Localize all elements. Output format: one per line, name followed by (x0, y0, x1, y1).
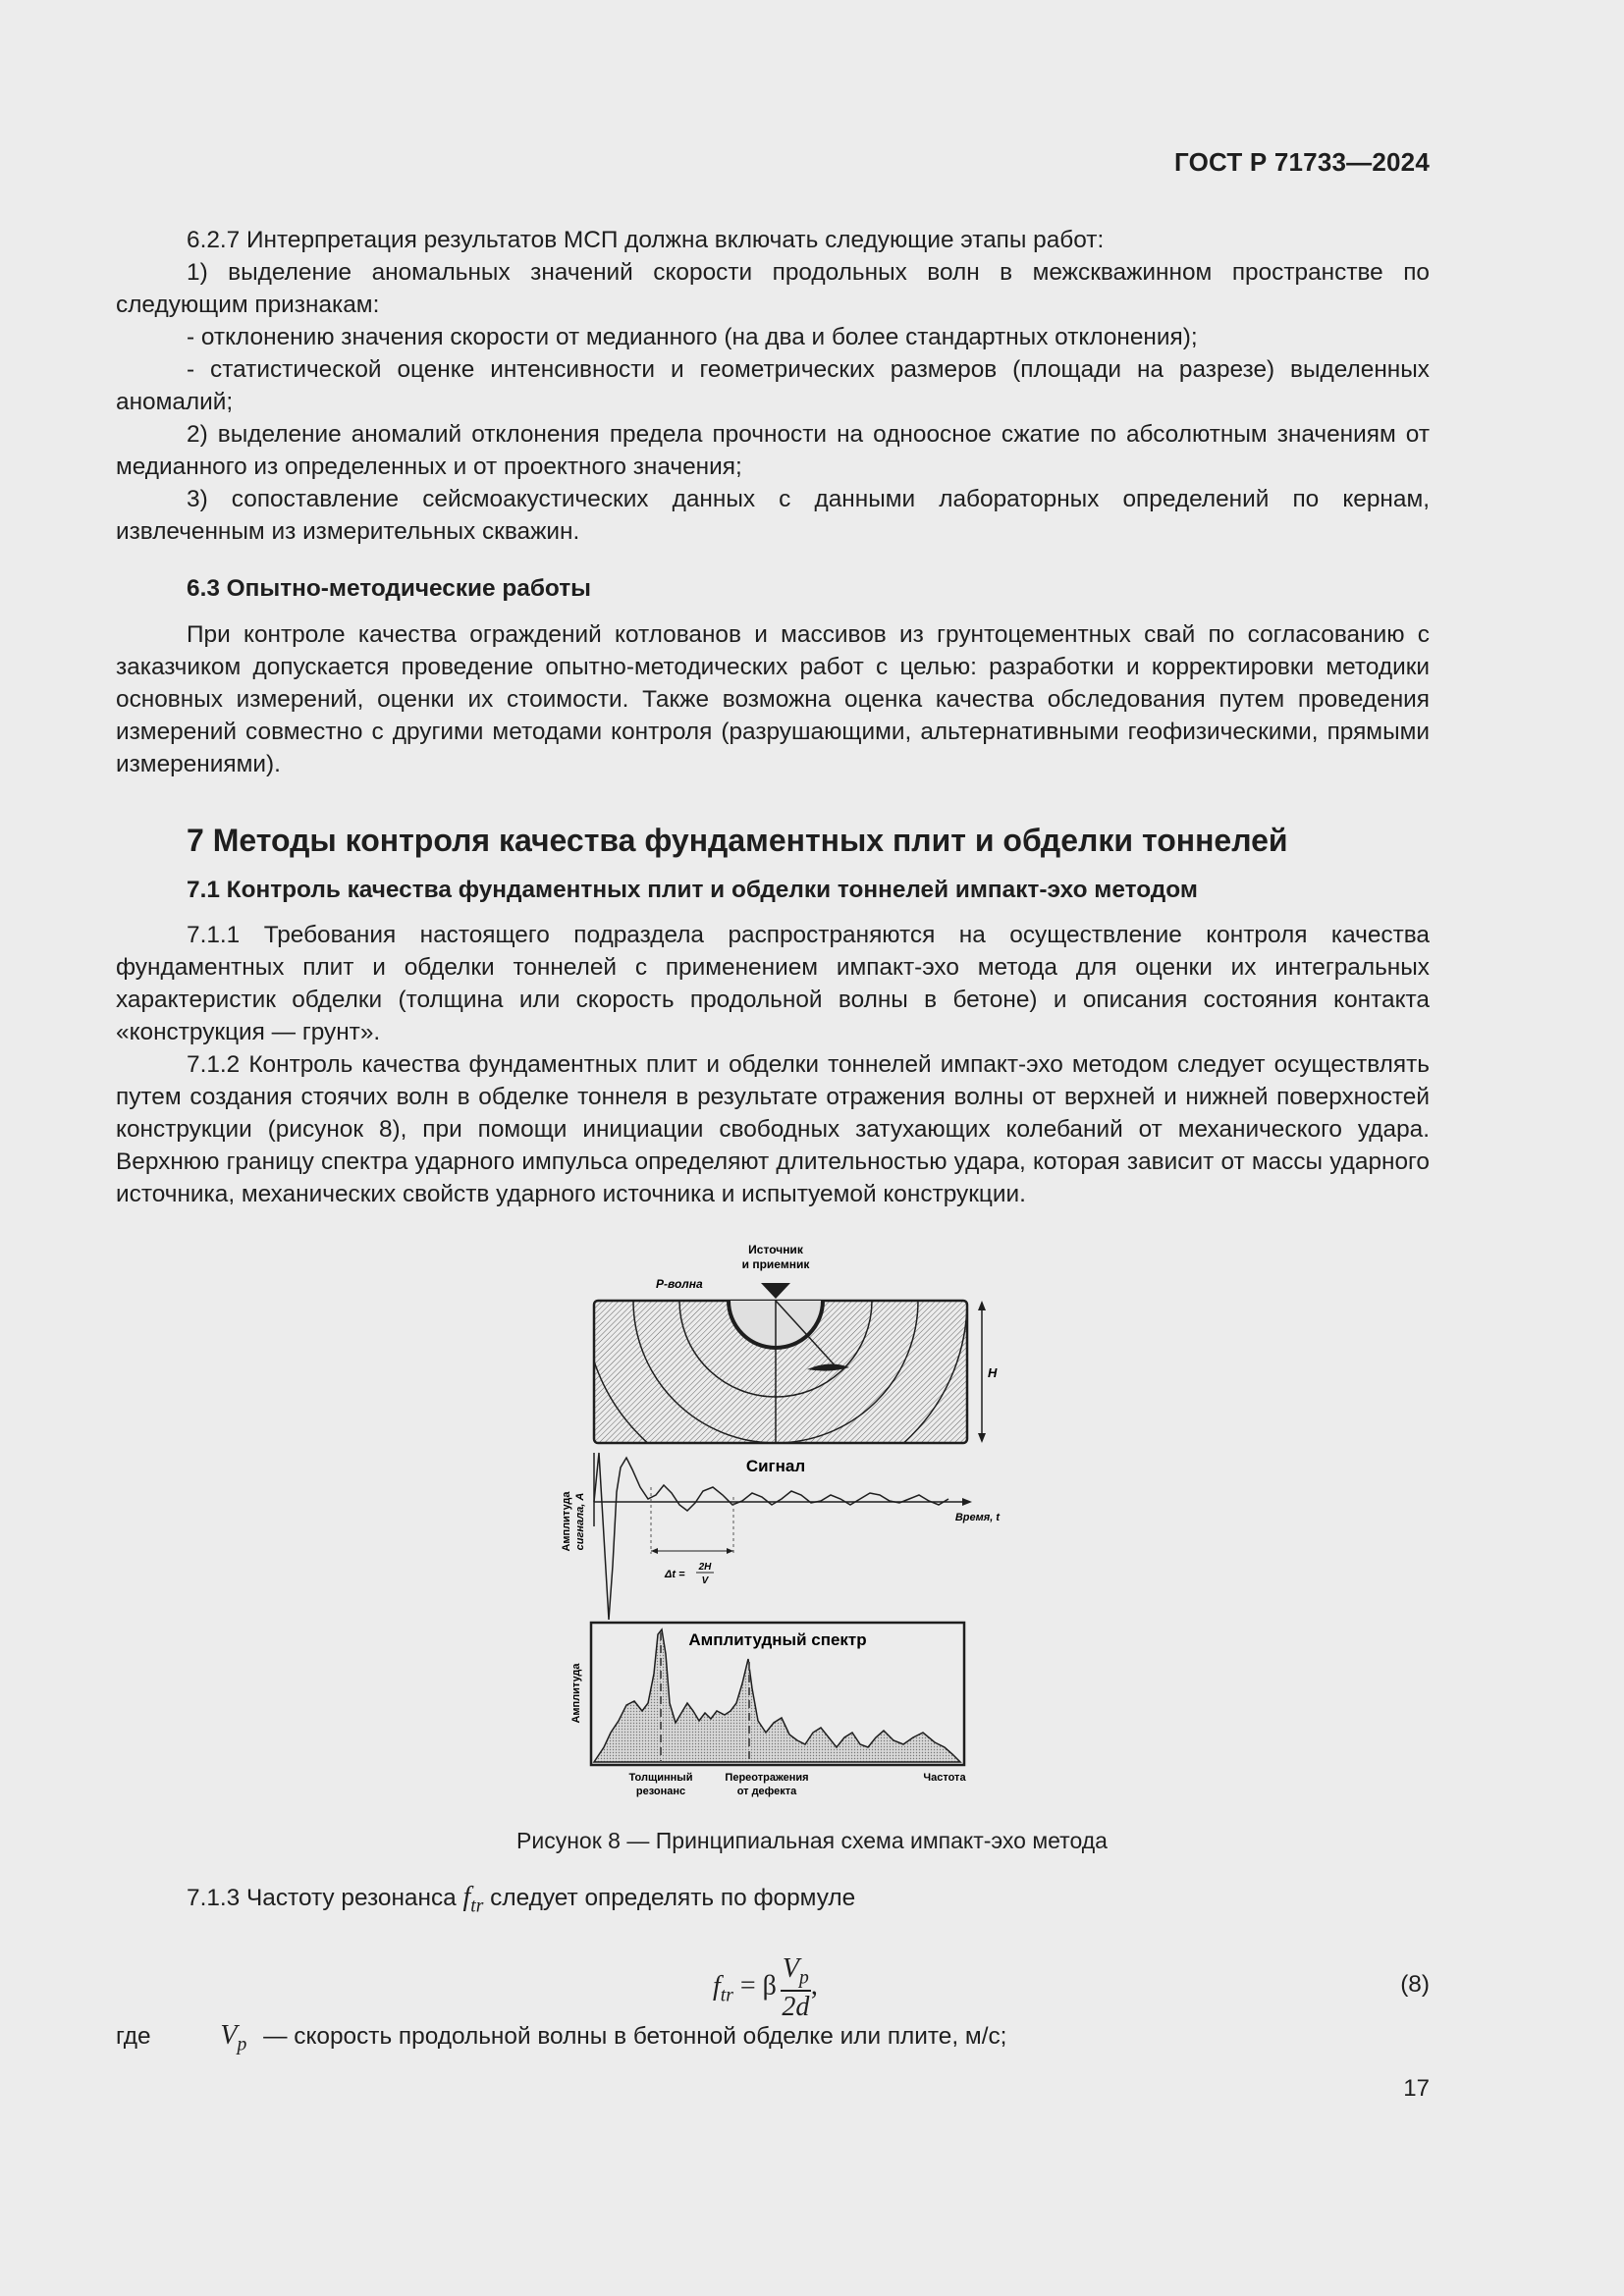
frequency-label: Частота (923, 1772, 966, 1784)
impact-echo-diagram (550, 1242, 1001, 1811)
document-header: ГОСТ Р 71733—2024 (1174, 147, 1430, 177)
paragraph: - статистической оценке интенсивности и геометрических размеров (площади на разрезе) выделенных аномалий; (116, 356, 1430, 415)
paragraph: 3) сопоставление сейсмоакустических данных с данными лабораторных определений по кернам, извлеченным из измерительных скважин. (116, 486, 1430, 545)
signal-title: Сигнал (745, 1457, 806, 1475)
section-heading: 7.1 Контроль качества фундаментных плит и обделки тоннелей импакт-эхо методом (187, 877, 1198, 903)
signal-ylabel-2: сигнала, A (574, 1492, 586, 1551)
var-f: $f_{tr}$ (462, 1882, 484, 1917)
where-word: где (116, 2023, 151, 2050)
formula-lhs: $f_{tr}$ (713, 1970, 733, 2006)
spectrum-title: Амплитудный спектр (688, 1630, 867, 1649)
source-label: Источник (748, 1243, 803, 1256)
delta-t-den: V (701, 1575, 709, 1586)
peak2-label: Переотражения (725, 1772, 809, 1784)
section-7 (116, 821, 1430, 1210)
paragraph: 2) выделение аномалий отклонения предела прочности на одноосное сжатие по абсолютным значениям от медианного из определенных и от проектного значения; (116, 421, 1430, 480)
spectrum-ylabel: Амплитуда (570, 1663, 582, 1724)
figure-impact-echo (550, 1242, 1001, 1811)
formula-fraction: $\frac{V_p}{2d}$ (782, 1953, 810, 2022)
formula-expression: $f_{tr} = \beta$ $\frac{V_p}{2d}$ , (713, 1953, 818, 2022)
formula-eq: = β (739, 1970, 777, 2002)
figure-caption: Рисунок 8 — Принципиальная схема импакт-эхо метода (516, 1828, 1108, 1853)
receiver-label: и приемник (741, 1257, 810, 1271)
section-heading: 6.3 Опытно-методические работы (187, 575, 591, 602)
time-label: Время, t (954, 1512, 1000, 1523)
where-var: $V_p$ (220, 2020, 247, 2056)
where-desc: — скорость продольной волны в бетонной обделке или плите, м/с; (263, 2023, 1007, 2050)
equation-number: (8) (1400, 1971, 1430, 1998)
section-7-1-3 (116, 1881, 1430, 1923)
formula-intro-tail: следует определять по формуле (490, 1885, 856, 1911)
p-wave-label: P-волна (656, 1277, 703, 1291)
signal-waveform (594, 1453, 948, 1620)
thickness-label: H (988, 1365, 998, 1380)
paragraph (116, 1881, 1430, 1923)
paragraph: 7.1.1 Требования настоящего подраздела распространяются на осуществление контроля качества фундаментных плит и обделки тоннелей с применением импакт-эхо метода для оценки их интегральных характеристик обделки (толщина или скорость продольной волны в бетоне) и описания состояния контакта «конструкция — грунт». (116, 922, 1430, 1045)
peak1-label: Толщинный (628, 1772, 693, 1784)
peak2-label-2: от дефекта (736, 1786, 797, 1797)
paragraph: - отклонению значения скорости от медианного (на два и более стандартных отклонения); (187, 324, 1198, 350)
section-6-2-7 (116, 224, 1430, 548)
section-6-3 (116, 572, 1430, 780)
peak1-label-2: резонанс (635, 1786, 686, 1797)
paragraph: При контроле качества ограждений котлованов и массивов из грунтоцементных свай по согласованию с заказчиком допускается проведение опытно-методических работ с целью: разработки и корректировки методики основных измерений, оценки их стоимости. Также возможна оценка качества обследования путем проведения измерений совместно с другими методами контроля (разрушающими, альтернативными геофизическими, прямыми измерениями). (116, 621, 1430, 777)
source-triangle-icon (761, 1283, 790, 1299)
formula-intro: 7.1.3 Частоту резонанса (187, 1885, 457, 1911)
delta-t-num: 2H (698, 1562, 712, 1573)
delta-t-label: Δt = (665, 1569, 685, 1580)
paragraph: 1) выделение аномальных значений скорости продольных волн в межскважинном пространстве по следующим признакам: (116, 259, 1430, 318)
signal-ylabel: Амплитуда (561, 1491, 572, 1552)
paragraph: 7.1.2 Контроль качества фундаментных плит и обделки тоннелей импакт-эхо методом следует осуществлять путем создания стоячих волн в обделке тоннеля в результате отражения волны от верхней и нижней поверхностей конструкции (рисунок 8), при помощи инициации свободных затухающих колебаний от механического удара. Верхнюю границу спектра ударного импульса определяют длительностью удара, которая зависит от массы ударного источника, механических свойств ударного источника и испытуемой конструкции. (116, 1051, 1430, 1207)
paragraph: 6.2.7 Интерпретация результатов МСП должна включать следующие этапы работ: (187, 227, 1105, 253)
where-clause (116, 2020, 1006, 2056)
page-number: 17 (1403, 2075, 1430, 2102)
chapter-heading: 7 Методы контроля качества фундаментных плит и обделки тоннелей (187, 823, 1288, 858)
formula-8 (116, 1953, 1430, 2022)
